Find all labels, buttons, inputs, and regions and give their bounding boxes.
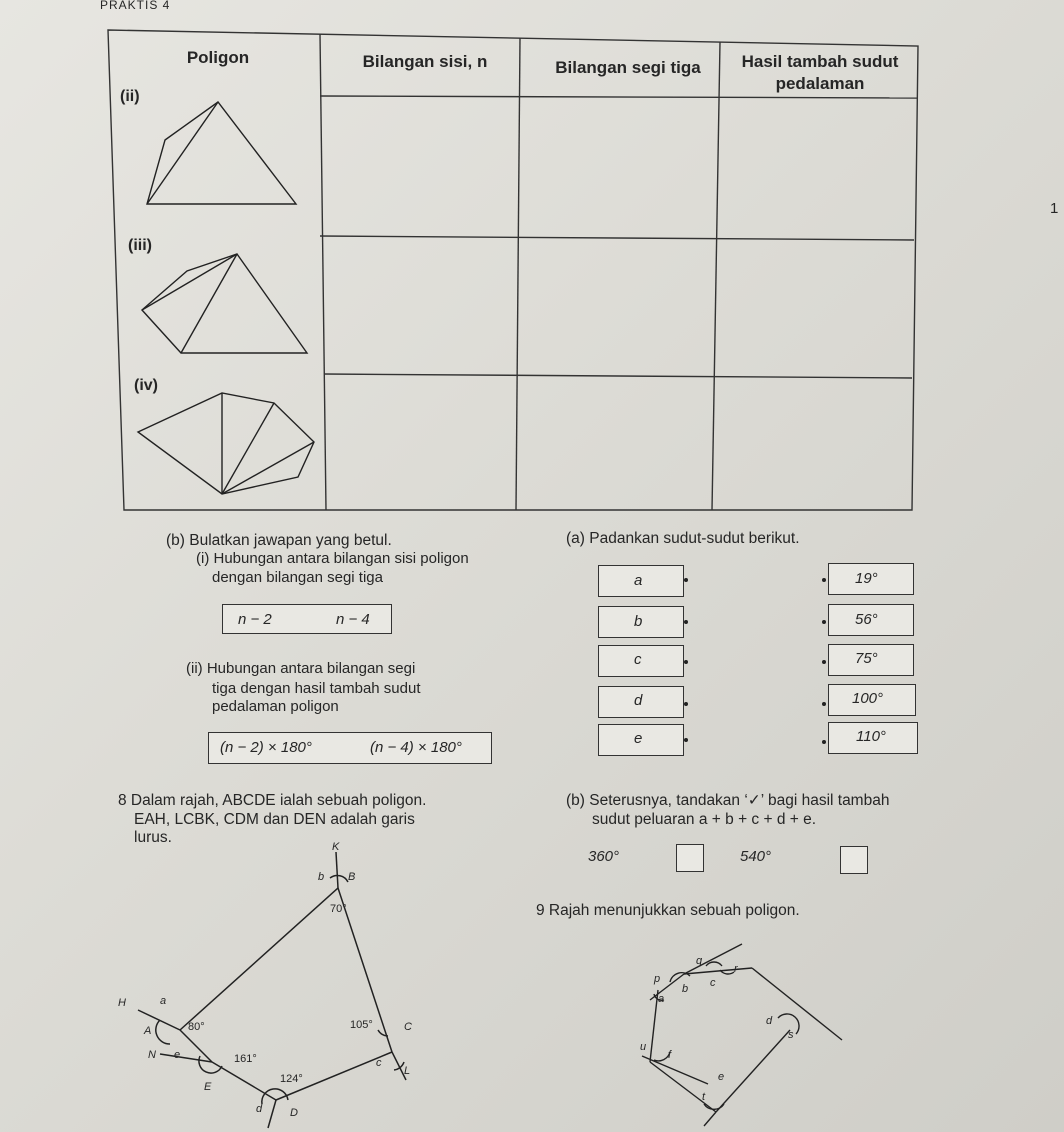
q8-label-d: d [256,1103,263,1115]
page-number: 1 [1050,200,1059,217]
q8-label-105: 105° [350,1019,373,1031]
q8-label-B: B [348,871,356,883]
q8-label-A: A [144,1025,152,1037]
q9-label-f: f [668,1049,672,1061]
angle-value-100: 100° [852,690,884,707]
part-a-title: (a) Padankan sudut-sudut berikut. [566,530,800,547]
header-poligon: Poligon [186,48,250,67]
q8-label-80: 80° [188,1021,205,1033]
q9-label-t: t [702,1091,706,1103]
q8-label-N: N [148,1049,156,1061]
option-n-minus-4-times-180[interactable]: (n − 4) × 180° [370,739,462,756]
q8b-line1: (b) Seterusnya, tandakan ‘✓’ bagi hasil tambah [566,792,890,809]
angle-label-e: e [634,730,643,747]
part-b-q1-line1: (i) Hubungan antara bilangan sisi poligon [196,550,469,567]
part-b-q1-line2: dengan bilangan segi tiga [212,569,383,586]
q8-label-H: H [118,997,126,1009]
option-540: 540° [740,848,772,865]
row-label-iii: (iii) [128,237,152,254]
tick-box-360[interactable] [676,844,704,872]
q9-label-s: s [788,1029,794,1041]
match-dot-19[interactable] [822,578,826,582]
q8-label-a: a [160,995,167,1007]
option-n-minus-2[interactable]: n − 2 [238,611,272,628]
q9-label-d: d [766,1015,773,1027]
angle-value-110: 110° [856,728,886,745]
q8-line2: EAH, LCBK, CDM dan DEN adalah garis [134,811,415,828]
q8-label-K: K [332,841,340,853]
option-360: 360° [588,848,620,865]
angle-value-19: 19° [855,570,878,587]
part-b-q2-line1: (ii) Hubungan antara bilangan segi [186,660,416,677]
option-n-minus-2-times-180[interactable]: (n − 2) × 180° [220,739,312,756]
match-dot-56[interactable] [822,620,826,624]
header-hasil-tambah-sudut: Hasil tambah sudut [741,52,899,71]
q8-label-b: b [318,871,325,883]
q8-label-c: c [376,1057,382,1069]
row-label-iv: (iv) [134,377,158,394]
q8-label-C: C [404,1021,412,1033]
q8-label-e: e [174,1049,181,1061]
q8-label-L: L [404,1065,411,1077]
match-dot-100[interactable] [822,702,826,706]
angle-value-56: 56° [855,611,878,628]
match-dot-a[interactable] [684,578,688,582]
q9-label-e: e [718,1071,725,1083]
q8-line3: lurus. [134,829,172,846]
page-header: PRAKTIS 4 [100,0,171,12]
q9-label-q: q [696,955,703,967]
match-dot-110[interactable] [822,740,826,744]
angle-label-d: d [634,692,643,709]
q9-text: 9 Rajah menunjukkan sebuah poligon. [536,902,800,919]
option-n-minus-4[interactable]: n − 4 [336,611,370,628]
part-b-q2-line3: pedalaman poligon [212,698,339,715]
part-b-q2-line2: tiga dengan hasil tambah sudut [212,680,421,697]
match-dot-e[interactable] [684,738,688,742]
q8-label-70: 70° [330,903,347,915]
row-label-ii: (ii) [120,88,140,105]
tick-box-540[interactable] [840,846,868,874]
q9-label-r: r [734,963,738,975]
q8b-line2: sudut peluaran a + b + c + d + e. [592,811,817,828]
header-bilangan-segi-tiga: Bilangan segi tiga [555,58,701,77]
header-pedalaman: pedalaman [775,74,865,93]
q8-label-E: E [204,1081,212,1093]
header-bilangan-sisi: Bilangan sisi, n [362,52,488,71]
q9-label-b: b [682,983,689,995]
angle-value-75: 75° [855,650,878,667]
angle-label-b: b [634,613,643,630]
q9-label-a: a [658,993,665,1005]
match-dot-d[interactable] [684,702,688,706]
match-dot-c[interactable] [684,660,688,664]
q9-label-c: c [710,977,716,989]
q9-label-u: u [640,1041,647,1053]
match-dot-75[interactable] [822,660,826,664]
q8-label-124: 124° [280,1073,303,1085]
angle-label-c: c [634,651,642,668]
q8-label-161: 161° [234,1053,257,1065]
q9-label-p: p [654,973,661,985]
part-b-title: (b) Bulatkan jawapan yang betul. [166,532,392,549]
q8-label-D: D [290,1107,298,1119]
q8-line1: 8 Dalam rajah, ABCDE ialah sebuah poligon. [118,792,427,809]
angle-label-a: a [634,572,643,589]
match-dot-b[interactable] [684,620,688,624]
